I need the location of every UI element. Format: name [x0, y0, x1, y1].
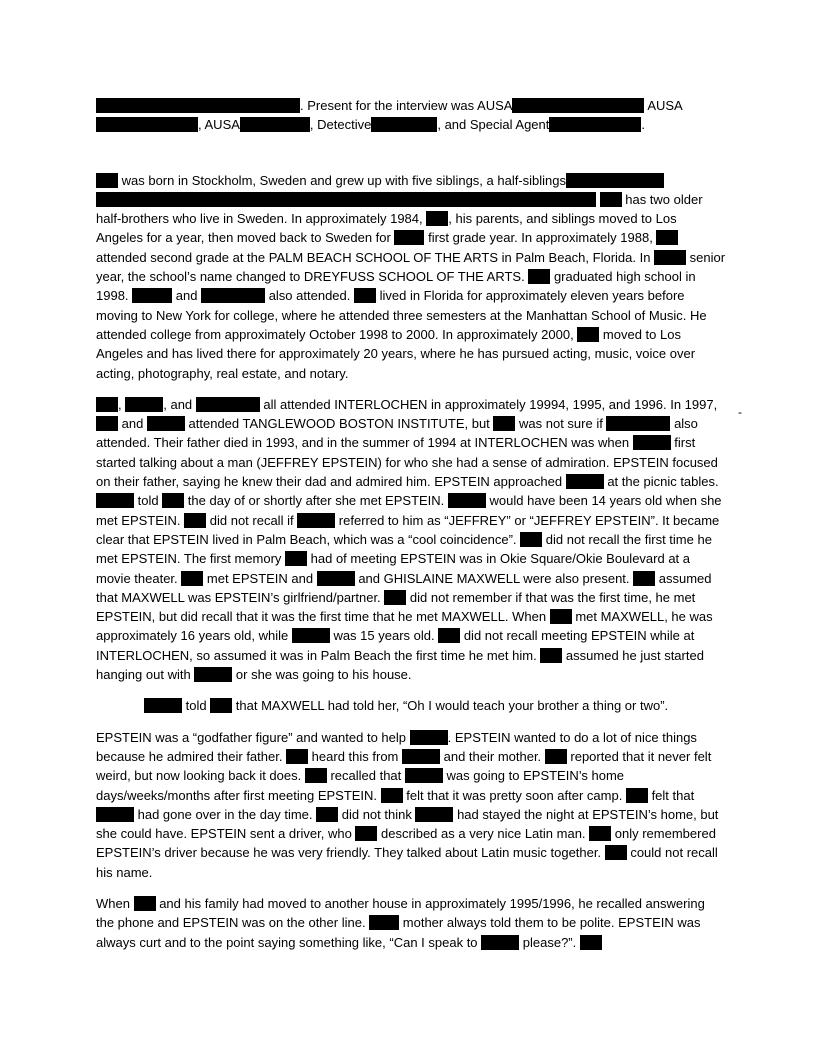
- redaction: [438, 628, 460, 643]
- redaction: [355, 826, 377, 841]
- redaction: [580, 935, 602, 950]
- paragraph-background: was born in Stockholm, Sweden and grew up with five siblings, a half-siblings has two older half-brothers who live in Sweden. In approximately 1984, , his parents, and siblings moved to Los Angeles for a year, then moved back to Sweden for first grade year. In approximately 1988, attended second grade at the PALM BEACH SCHOOL OF THE ARTS in Palm Beach, Florida. In senior year, the school’s name changed to DREYFUSS SCHOOL OF THE ARTS. graduated high school in 1998. and also attended. lived in Florida for approximately eleven years before moving to New York for college, where he attended three semesters at the Manhattan School of Music. He attended college from approximately October 1998 to 2000. In approximately 2000, moved to Los Angeles and has lived there for approximately 20 years, where he has pursued acting, music, voice over acting, photography, real estate, and notary.: [96, 172, 726, 381]
- redaction: [210, 698, 232, 713]
- redaction: [285, 551, 307, 566]
- redaction: [292, 628, 330, 643]
- redaction: [656, 230, 678, 245]
- paragraph-phone: When and his family had moved to another house in approximately 1995/1996, he recalled answering the phone and EPSTEIN was on the other line. mother always told them to be polite. EPSTEIN was always curt and to the point saying something like, “Can I speak to please?”.: [96, 895, 705, 950]
- redaction: [147, 416, 185, 431]
- redaction: [566, 173, 664, 188]
- redaction: [626, 788, 648, 803]
- redaction: [317, 571, 355, 586]
- redaction: [125, 397, 163, 412]
- redaction: [394, 230, 424, 245]
- redaction: [194, 667, 232, 682]
- redaction: [633, 435, 671, 450]
- redaction: [371, 117, 437, 132]
- redaction: [297, 513, 335, 528]
- redaction: [402, 749, 440, 764]
- redaction: [354, 288, 376, 303]
- margin-mark: -: [738, 405, 742, 419]
- redaction: [316, 807, 338, 822]
- redaction: [369, 915, 399, 930]
- redaction: [96, 416, 118, 431]
- redaction: [577, 327, 599, 342]
- redaction: [605, 845, 627, 860]
- intro-paragraph: . Present for the interview was AUSA AUSA , AUSA , Detective , and Special Agent .: [96, 96, 726, 135]
- redaction: [286, 749, 308, 764]
- redaction: [600, 192, 622, 207]
- paragraph-camps: , , and all attended INTERLOCHEN in approximately 19994, 1995, and 1996. In 1997, and attended TANGLEWOOD BOSTON INSTITUTE, but was not sure if also attended. Their father died in 1993, and in the summer of 1994 at INTERLOCHEN was when first started talking about a man (JEFFREY EPSTEIN) for who she had a sense of admiration. EPSTEIN focused on their father, saying he knew their dad and admired him. EPSTEIN approached at the picnic tables. told the day of or shortly after she met EPSTEIN. would have been 14 years old when she met EPSTEIN. did not recall if referred to him as “JEFFREY” or “JEFFREY EPSTEIN”. It became clear that EPSTEIN lived in Palm Beach, which was a “cool coincidence”. did not recall the first time he met EPSTEIN. The first memory had of meeting EPSTEIN was in Okie Square/Okie Boulevard at a movie theater. met EPSTEIN and and GHISLAINE MAXWELL were also present. assumed that MAXWELL was EPSTEIN’s girlfriend/partner. did not remember if that was the first time, he met EPSTEIN, but did recall that it was the first time that he met MAXWELL. When met MAXWELL, he was approximately 16 years old, while was 15 years old. did not recall meeting EPSTEIN while at INTERLOCHEN, so assumed it was in Palm Beach the first time he met him. assumed he just started hanging out with or she was going to his house.: [96, 396, 722, 683]
- redaction: [96, 173, 118, 188]
- redaction: [448, 493, 486, 508]
- paragraph-godfather: EPSTEIN was a “godfather figure” and wanted to help . EPSTEIN wanted to do a lot of nice things because he admired their father. heard this from and their mother. reported that it never felt weird, but now looking back it does. recalled that was going to EPSTEIN’s home days/weeks/months after first meeting EPSTEIN. felt that it was pretty soon after camp. felt that had gone over in the day time. did not think had stayed the night at EPSTEIN’s home, but she could have. EPSTEIN sent a driver, who described as a very nice Latin man. only remembered EPSTEIN’s driver because he was very friendly. They talked about Latin music together. could not recall his name.: [96, 729, 719, 880]
- redaction: [184, 513, 206, 528]
- redaction: [589, 826, 611, 841]
- redaction: [633, 571, 655, 586]
- redaction: [305, 768, 327, 783]
- redaction: [545, 749, 567, 764]
- redaction: [540, 648, 562, 663]
- redaction: [134, 896, 156, 911]
- redaction: [96, 807, 134, 822]
- redaction: [96, 192, 596, 207]
- redaction: [162, 493, 184, 508]
- redaction: [405, 768, 443, 783]
- redaction: [144, 698, 182, 713]
- redaction: [426, 211, 448, 226]
- redaction: [512, 98, 644, 113]
- redaction: [132, 288, 172, 303]
- redaction: [96, 117, 198, 132]
- redaction: [381, 788, 403, 803]
- redaction: [520, 532, 542, 547]
- redaction: [240, 117, 310, 132]
- redaction: [481, 935, 519, 950]
- redaction: [493, 416, 515, 431]
- document-page: [96, 96, 726, 964]
- redaction: [96, 493, 134, 508]
- redaction: [201, 288, 265, 303]
- redaction: [384, 590, 406, 605]
- redaction: [528, 269, 550, 284]
- redaction: [566, 474, 604, 489]
- redaction: [96, 397, 118, 412]
- redaction: [196, 397, 260, 412]
- redaction: [181, 571, 203, 586]
- redaction: [96, 98, 300, 113]
- redaction: [606, 416, 670, 431]
- redaction: [654, 250, 686, 265]
- redaction: [549, 117, 641, 132]
- redaction: [410, 730, 448, 745]
- redaction: [550, 609, 572, 624]
- paragraph-maxwell-quote: told that MAXWELL had told her, “Oh I would teach your brother a thing or two”.: [96, 696, 726, 715]
- redaction: [415, 807, 453, 822]
